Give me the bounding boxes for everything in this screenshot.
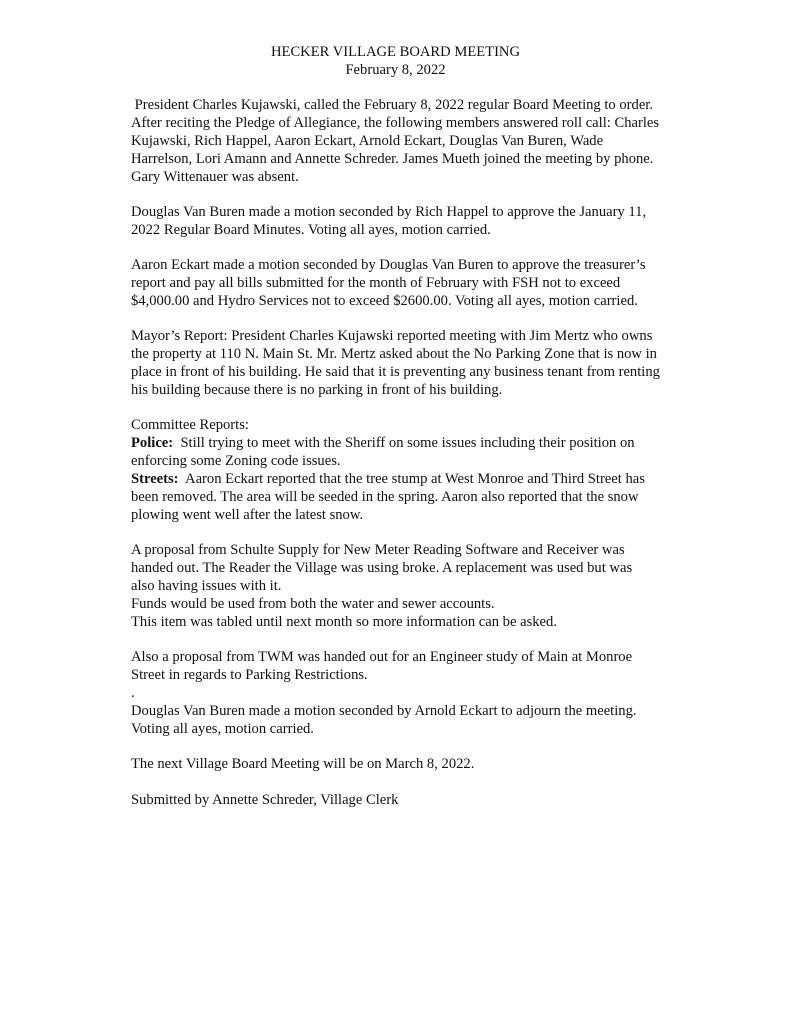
paragraph-line: Aaron Eckart made a motion seconded by Douglas Van Buren to approve the treasurer’s <box>131 257 646 273</box>
paragraph-line: Harrelson, Lori Amann and Annette Schreder. James Mueth joined the meeting by phone. <box>131 151 654 167</box>
streets-label: Streets: <box>131 471 179 487</box>
submitted-by-paragraph <box>131 791 731 809</box>
police-text: Still trying to meet with the Sheriff on some issues including their position on <box>173 435 635 451</box>
paragraph-line: place in front of his building. He said that it is preventing any business tenant from renting <box>131 364 660 380</box>
next-meeting-paragraph <box>131 755 731 773</box>
paragraph-line: After reciting the Pledge of Allegiance, the following members answered roll call: Charles <box>131 115 660 131</box>
police-label: Police: <box>131 435 174 451</box>
paragraph-line: also having issues with it. <box>131 578 282 594</box>
meeting-date: February 8, 2022 <box>345 62 446 78</box>
paragraph-line: Kujawski, Rich Happel, Aaron Eckart, Arnold Eckart, Douglas Van Buren, Wade <box>131 133 604 149</box>
paragraph-line: report and pay all bills submitted for the month of February with FSH not to exceed <box>131 275 621 291</box>
paragraph-line: The next Village Board Meeting will be on March 8, 2022. <box>131 756 475 772</box>
paragraph-line: . <box>131 685 135 701</box>
paragraph-line: This item was tabled until next month so more information can be asked. <box>131 614 557 630</box>
paragraph-line: Street in regards to Parking Restrictions. <box>131 667 368 683</box>
paragraph-line: 2022 Regular Board Minutes. Voting all ayes, motion carried. <box>131 222 491 238</box>
paragraph-line: his building because there is no parking in front of his building. <box>131 382 503 398</box>
paragraph-line: the property at 110 N. Main St. Mr. Mertz asked about the No Parking Zone that is now in <box>131 346 657 362</box>
twm-proposal-paragraph <box>131 648 731 702</box>
paragraph-line: A proposal from Schulte Supply for New Meter Reading Software and Receiver was <box>131 542 625 558</box>
paragraph-line: President Charles Kujawski, called the February 8, 2022 regular Board Meeting to order. <box>131 97 653 113</box>
paragraph-line: Submitted by Annette Schreder, Village Clerk <box>131 792 399 808</box>
paragraph-line: Douglas Van Buren made a motion seconded by Arnold Eckart to adjourn the meeting. <box>131 703 637 719</box>
committee-reports-heading: Committee Reports: <box>131 417 249 433</box>
paragraph-line: enforcing some Zoning code issues. <box>131 453 341 469</box>
opening-paragraph <box>131 96 731 186</box>
paragraph-line: Mayor’s Report: President Charles Kujawski reported meeting with Jim Mertz who owns <box>131 328 653 344</box>
mayor-report-paragraph <box>131 327 731 399</box>
paragraph-line: $4,000.00 and Hydro Services not to exceed $2600.00. Voting all ayes, motion carried. <box>131 293 638 309</box>
paragraph-line: handed out. The Reader the Village was using broke. A replacement was used but was <box>131 560 633 576</box>
streets-report-line <box>131 470 731 488</box>
paragraph-line: Also a proposal from TWM was handed out for an Engineer study of Main at Monroe <box>131 649 633 665</box>
document-header <box>131 43 660 79</box>
paragraph-line: been removed. The area will be seeded in the spring. Aaron also reported that the snow <box>131 489 639 505</box>
adjourn-motion-paragraph <box>131 702 731 738</box>
streets-text: Aaron Eckart reported that the tree stump at West Monroe and Third Street has <box>178 471 645 487</box>
paragraph-line: plowing went well after the latest snow. <box>131 507 364 523</box>
paragraph-line: Funds would be used from both the water and sewer accounts. <box>131 596 495 612</box>
treasurer-motion-paragraph <box>131 256 731 310</box>
meter-proposal-paragraph <box>131 541 731 631</box>
document-title: HECKER VILLAGE BOARD MEETING <box>270 44 521 60</box>
police-report-line <box>131 434 731 452</box>
paragraph-line: Douglas Van Buren made a motion seconded by Rich Happel to approve the January 11, <box>131 204 647 220</box>
minutes-motion-paragraph <box>131 203 731 239</box>
paragraph-line: Gary Wittenauer was absent. <box>131 169 299 185</box>
paragraph-line: Voting all ayes, motion carried. <box>131 721 314 737</box>
committee-reports-section <box>131 416 731 524</box>
